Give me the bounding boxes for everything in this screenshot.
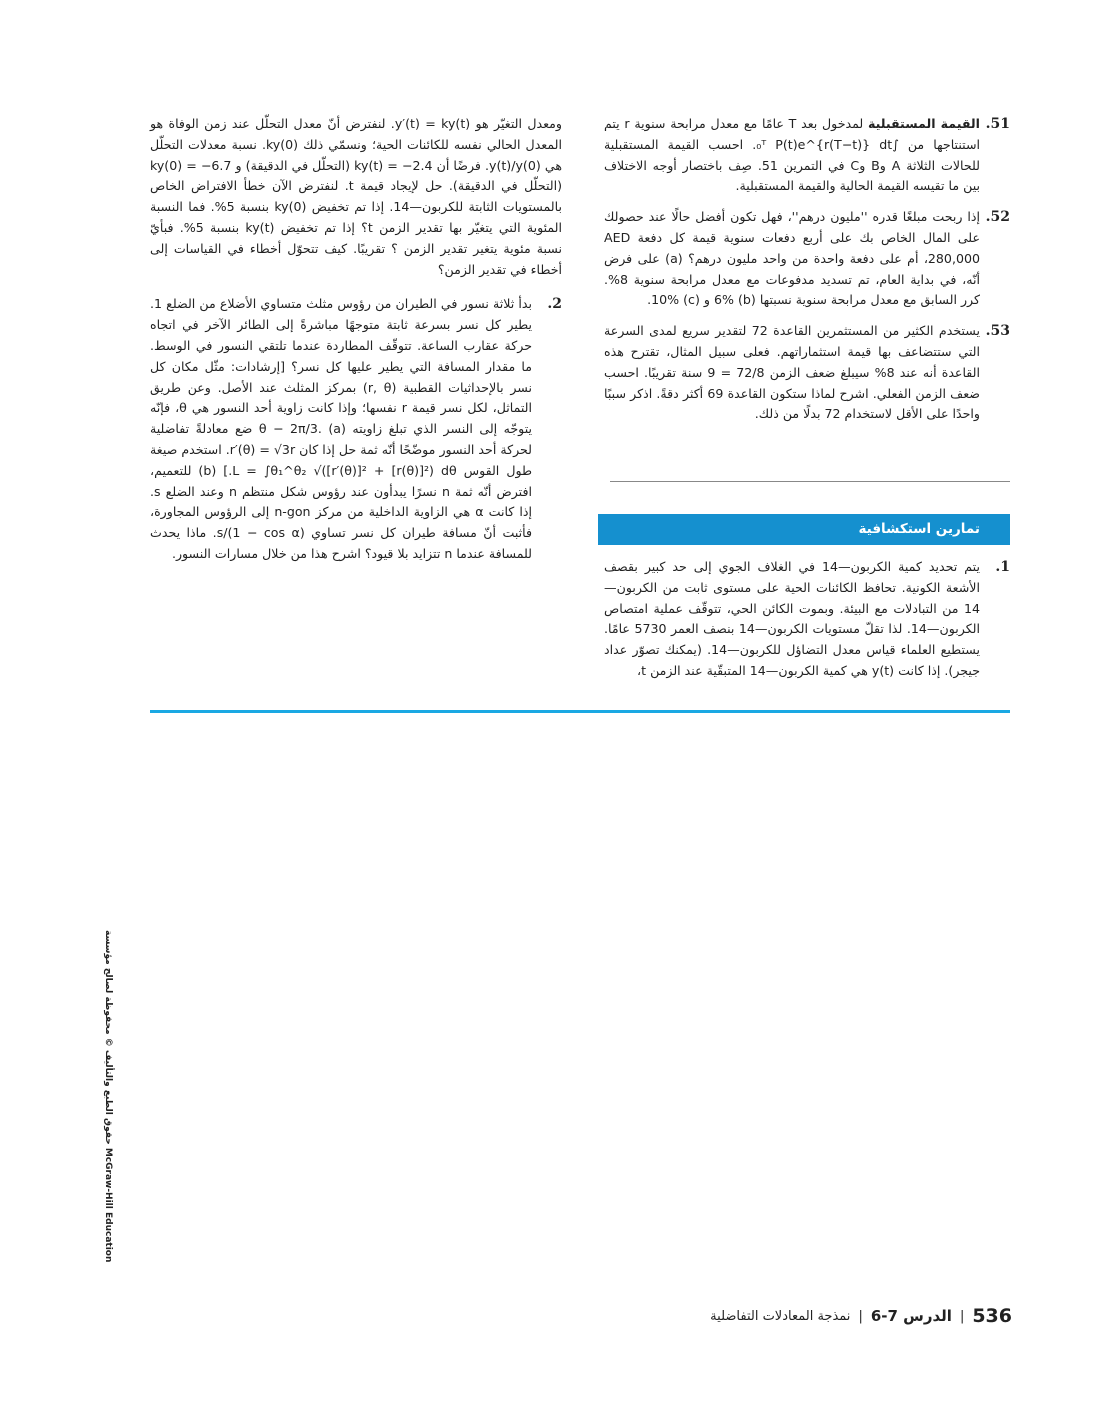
page-number: 536 xyxy=(972,1305,1012,1327)
footer-separator: | xyxy=(858,1308,863,1324)
exercises-right-column xyxy=(604,114,1010,435)
exercise-51 xyxy=(604,114,1010,197)
exercise-text: يتم تحديد كمية الكربون—14 في الغلاف الجوي إلى حد كبير بقصف الأشعة الكونية. تحافظ الكائنات الحية على مستوى ثابت من الكربون—14 من التبادلات مع البيئة. وبموت الكائن الحي، تتوقّف عملية امتصاص الكربون—14. لذا تقلّ مستويات الكربون—14 بنصف العمر 5730 عامًا. يستطيع العلماء قياس معدل التضاؤل للكربون—14. (يمكنك تصوّر عداد جيجر). إذا كانت y(t) هي كمية الكربون—14 المتبقّية عند الزمن t، xyxy=(604,559,980,678)
exercise-number: 51. xyxy=(985,116,1010,132)
exercise-53 xyxy=(604,321,1010,425)
footer-separator: | xyxy=(959,1308,965,1324)
exercises-left-column xyxy=(150,114,562,575)
section-end-rule xyxy=(150,710,1010,713)
exercise-52 xyxy=(604,207,1010,311)
exercise-number: 52. xyxy=(985,209,1010,226)
exercise-text: إذا ربحت مبلغًا قدره ''مليون درهم''، فهل تكون أفضل حالًا عند حصولك على المال الخاص بك على أربع دفعات سنوية قيمة كل دفعة AED 280,000، أم على دفعة واحدة من واحد مليون درهم؟ (a) على فرض أنّه، في بداية العام، تم تسديد مدفوعات مع معدل مرابحة سنوية 8%. كرر السابق مع معدل مرابحة سنوية نسبتها (b) 6% و (c) 10%. xyxy=(604,209,980,308)
lesson-title: نمذجة المعادلات التفاضلية xyxy=(710,1308,851,1324)
exercise-1-continued xyxy=(150,114,562,280)
exercise-text: لمدخول بعد T عامًا مع معدل مرابحة سنوية r يتم استنتاجها من ∫₀ᵀ P(t)e^{r(T−t)} dt. احسب القيمة المستقبلية للحالات الثلاثة A وB وC في التمرين 51. صِف باختصار أوجه الاختلاف بين ما تقيسه القيمة الحالية والقيمة المستقبلية. xyxy=(604,116,980,194)
page-footer xyxy=(710,1305,1012,1327)
exercise-text: ومعدل التغيّر هو y′(t) = ky(t). لنفترض أنّ معدل التحلّل عند زمن الوفاة هو المعدل الحالي نفسه للكائنات الحية؛ ونسمّي ذلك ky(0). نسبة معدلات التحلّل هي y(t)/y(0). فرضًا أن ky(t) = −2.4 (التحلّل في الدقيقة) و ky(0) = −6.7 (التحلّل في الدقيقة). حل لإيجاد قيمة t. لنفترض الآن خطأ الافتراض الخاص بالمستويات الثابتة للكربون—14. إذا تم تخفيض ky(0) بنسبة 5%. فما النسبة المئوية التي يتغيّر بها تقدير الزمن t؟ إذا تم تخفيض ky(t) بنسبة 5%. فبأيّ نسبة مئوية يتغير تقدير الزمن ؟ تقريبًا. كيف تتحوّل أخطاء في القياسات إلى أخطاء في تقدير الزمن؟ xyxy=(150,116,563,277)
exercise-number: 2. xyxy=(547,296,562,313)
exercise-text: يستخدم الكثير من المستثمرين القاعدة 72 لتقدير سريع لمدى السرعة التي ستتضاعف بها قيمة استثماراتهم. فعلى سبيل المثال، تقترح هذه القاعدة أنه عند 8% سيبلغ ضعف الزمن 72/8 = 9 سنة تقريبًا. احسب ضعف الزمن الفعلي. اشرح لماذا ستكون القاعدة 69 أكثر دقةً. اذكر سببًا واحدًا على الأقل لاستخدام 72 بدلًا من ذلك. xyxy=(604,323,980,422)
exercise-number: 53. xyxy=(985,323,1010,340)
lesson-label: الدرس 7-6 xyxy=(870,1307,952,1325)
copyright-notice: حقوق الطبع والتأليف © محفوظة لصالح مؤسسة McGraw-Hill Education xyxy=(103,930,113,1263)
section-banner: تمارين استكشافية xyxy=(598,514,1010,545)
exercise-text: بدأ ثلاثة نسور في الطيران من رؤوس مثلث متساوي الأضلاع من الضلع 1. يطير كل نسر بسرعة ثابتة متوجهًا مباشرةً إلى الطائر الآخر في اتجاه حركة عقارب الساعة. تتوقّف المطاردة عندما تلتقي النسور في الوسط. ما مقدار المسافة التي يطير عليها كل نسر؟ [إرشادات: مثّل مكان كل نسر بالإحداثيات القطبية (r, θ) بمركز المثلث عند الأصل. وعن طريق التماثل، لكل نسر قيمة r نفسها؛ وإذا كانت زاوية أحد النسور هي θ، فإنّه يتوجّه إلى النسر الذي تبلغ زاويته θ − 2π/3. (a) ضع معادلةً تفاضلية لحركة أحد النسور موضّحًا أنّه ثمة حل إذا كان r′(θ) = √3r. استخدم صيغة طول القوس L = ∫θ₁^θ₂ √([r′(θ)]² + [r(θ)]²) dθ.] (b) للتعميم، افترض أنّه ثمة n نسرًا يبدأون عند رؤوس شكل منتظم n وعند الضلع s. إذا كانت α هي الزاوية الداخلية من مركز n-gon إلى الرؤوس المجاورة، فأثبت أنّ مسافة طيران كل نسر تساوي s/(1 − cos α). ماذا يحدث للمسافة عندما n تتزايد بلا قيود؟ اشرح هذا من خلال مسارات النسور. xyxy=(150,296,533,561)
divider xyxy=(610,481,1010,482)
exercise-title: القيمة المستقبلية xyxy=(867,116,980,131)
exploratory-exercise-1 xyxy=(604,557,1010,692)
exploratory-exercise-2 xyxy=(150,294,562,564)
exercise-number: 1. xyxy=(995,559,1010,575)
